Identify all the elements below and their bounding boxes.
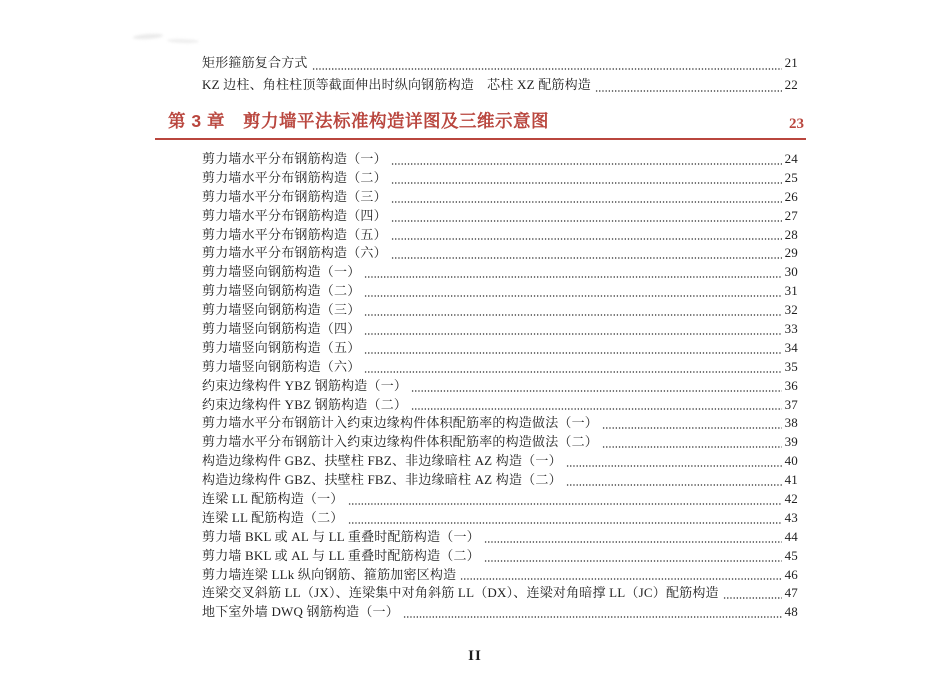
toc-entry-title: 约束边缘构件 YBZ 钢筋构造（二）	[202, 396, 408, 412]
toc-entry-page-number: 34	[784, 339, 798, 355]
table-of-contents	[155, 52, 806, 622]
toc-entry-title: 剪力墙水平分布钢筋构造（三）	[202, 188, 387, 204]
toc-entry	[155, 603, 806, 622]
toc-entry-title: KZ 边柱、角柱柱顶等截面伸出时纵向钢筋构造 芯柱 XZ 配筋构造	[202, 77, 592, 92]
toc-entry-page-number: 24	[784, 150, 798, 166]
toc-entry	[155, 377, 806, 396]
toc-entry-page-number: 38	[784, 415, 798, 431]
toc-entry-title: 约束边缘构件 YBZ 钢筋构造（一）	[202, 377, 408, 393]
toc-entry-title: 剪力墙竖向钢筋构造（三）	[202, 302, 361, 318]
toc-entry-page-number: 43	[784, 509, 798, 525]
toc-entry	[155, 433, 806, 452]
toc-entry-title: 剪力墙水平分布钢筋计入约束边缘构件体积配筋率的构造做法（一）	[202, 415, 599, 431]
toc-entry-title: 连梁 LL 配筋构造（二）	[202, 509, 344, 525]
toc-entry-page-number: 33	[784, 321, 798, 336]
toc-entry-page-number: 40	[784, 453, 798, 469]
toc-entry	[155, 566, 806, 585]
toc-entry-page-number: 25	[784, 169, 798, 185]
toc-entry	[155, 150, 806, 169]
toc-entry-title: 剪力墙 BKL 或 AL 与 LL 重叠时配筋构造（二）	[202, 547, 480, 563]
toc-entry	[155, 414, 806, 433]
toc-entry-page-number: 45	[784, 547, 798, 563]
toc-entry-page-number: 39	[784, 434, 798, 450]
toc-entry	[155, 226, 806, 245]
toc-entry	[155, 320, 806, 339]
toc-entry-page-number: 41	[784, 472, 798, 488]
toc-entry	[155, 301, 806, 320]
toc-entry-page-number: 31	[784, 283, 798, 299]
toc-entry-page-number: 44	[784, 528, 798, 544]
toc-entry-title: 地下室外墙 DWQ 钢筋构造（一）	[202, 604, 399, 620]
toc-entry-title: 剪力墙连梁 LLk 纵向钢筋、箍筋加密区构造	[202, 566, 457, 582]
toc-entry-title: 构造边缘构件 GBZ、扶壁柱 FBZ、非边缘暗柱 AZ 构造（二）	[202, 472, 562, 488]
toc-entry-title: 剪力墙水平分布钢筋构造（四）	[202, 207, 387, 223]
toc-entry-title: 连梁 LL 配筋构造（一）	[202, 491, 344, 507]
toc-entry-title: 矩形箍筋复合方式	[202, 55, 308, 70]
toc-entry-page-number: 27	[784, 207, 798, 223]
chapter-entries	[155, 150, 806, 622]
toc-entry	[155, 169, 806, 188]
toc-entry-page-number: 28	[784, 226, 798, 242]
toc-entry	[155, 509, 806, 528]
toc-entry-title: 剪力墙水平分布钢筋构造（一）	[202, 150, 387, 166]
scan-artifact	[167, 38, 199, 43]
toc-entry-title: 连梁交叉斜筋 LL（JX）、连梁集中对角斜筋 LL（DX）、连梁对角暗撑 LL（JC）配筋构造	[202, 585, 719, 601]
toc-entry-title: 构造边缘构件 GBZ、扶壁柱 FBZ、非边缘暗柱 AZ 构造（一）	[202, 453, 562, 469]
toc-entry	[155, 52, 806, 74]
toc-entry-page-number: 36	[784, 377, 798, 393]
toc-entry-page-number: 46	[784, 566, 798, 582]
toc-entry	[155, 282, 806, 301]
toc-entry-title: 剪力墙竖向钢筋构造（四）	[202, 321, 361, 336]
toc-entry-page-number: 42	[784, 491, 798, 507]
toc-entry-page-number: 48	[784, 604, 798, 620]
toc-entry	[155, 244, 806, 263]
toc-entry-page-number: 21	[784, 55, 798, 70]
toc-entry-page-number: 37	[784, 396, 798, 412]
toc-entry	[155, 547, 806, 566]
toc-entry-title: 剪力墙水平分布钢筋构造（五）	[202, 226, 387, 242]
toc-entry	[155, 207, 806, 226]
toc-entry-title: 剪力墙水平分布钢筋构造（二）	[202, 169, 387, 185]
toc-entry	[155, 263, 806, 282]
toc-entry-page-number: 22	[784, 77, 798, 92]
toc-entry-title: 剪力墙竖向钢筋构造（六）	[202, 358, 361, 374]
page-footer	[0, 648, 950, 665]
toc-entry-page-number: 29	[784, 245, 798, 261]
footer-page-number: II	[468, 648, 482, 664]
toc-entry-title: 剪力墙水平分布钢筋计入约束边缘构件体积配筋率的构造做法（二）	[202, 434, 599, 450]
toc-entry-title: 剪力墙水平分布钢筋构造（六）	[202, 245, 387, 261]
toc-entry	[155, 74, 806, 96]
toc-entry	[155, 471, 806, 490]
toc-entry-page-number: 30	[784, 264, 798, 280]
chapter-page-number: 23	[789, 116, 804, 132]
chapter-title: 第 3 章 剪力墙平法标准构造详图及三维示意图	[168, 111, 549, 131]
toc-entry-page-number: 26	[784, 188, 798, 204]
toc-entry	[155, 188, 806, 207]
toc-entry-page-number: 32	[784, 302, 798, 318]
toc-entry-title: 剪力墙竖向钢筋构造（一）	[202, 264, 361, 280]
toc-entry	[155, 528, 806, 547]
chapter-heading-row	[155, 108, 806, 140]
scan-artifact	[133, 33, 163, 40]
toc-entry-title: 剪力墙 BKL 或 AL 与 LL 重叠时配筋构造（一）	[202, 528, 480, 544]
toc-entry-page-number: 35	[784, 358, 798, 374]
toc-entry	[155, 396, 806, 415]
toc-entry-title: 剪力墙竖向钢筋构造（二）	[202, 283, 361, 299]
toc-entry	[155, 584, 806, 603]
pre-chapter-entries	[155, 52, 806, 96]
toc-entry-title: 剪力墙竖向钢筋构造（五）	[202, 339, 361, 355]
toc-entry-page-number: 47	[784, 585, 798, 601]
toc-entry	[155, 490, 806, 509]
toc-entry	[155, 358, 806, 377]
toc-entry	[155, 339, 806, 358]
toc-entry	[155, 452, 806, 471]
